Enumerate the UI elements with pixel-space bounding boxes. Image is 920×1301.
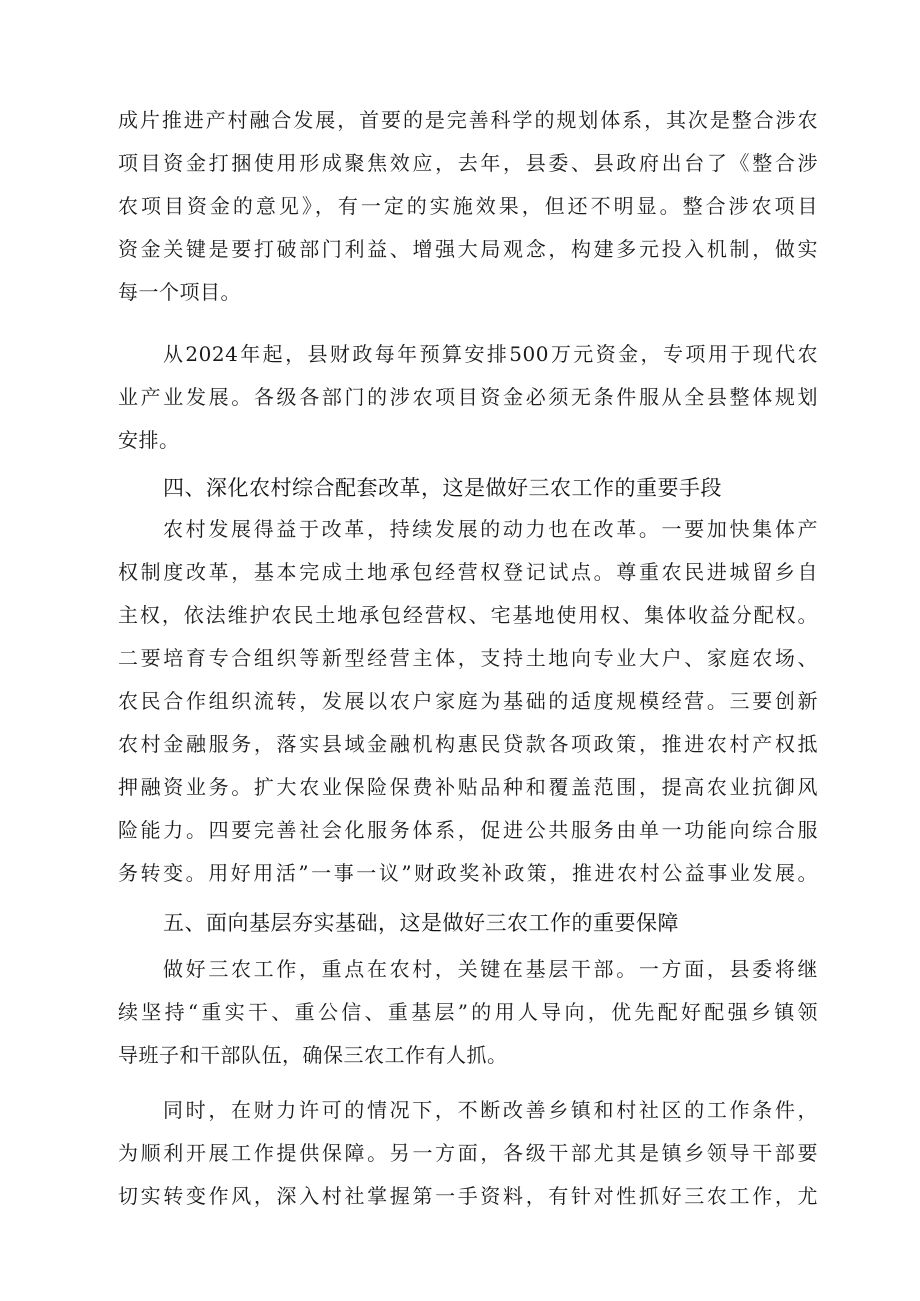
text-line: 做好三农工作，重点在农村，关键在基层干部。一方面，县委将继: [163, 957, 818, 981]
text-line: 为顺利开展工作提供保障。另一方面，各级干部尤其是镇乡领导干部要: [118, 1141, 818, 1165]
text-line: 农村发展得益于改革，持续发展的动力也在改革。一要加快集体产: [163, 517, 818, 541]
text-line: 资金关键是要打破部门利益、增强大局观念，构建多元投入机制，做实: [118, 237, 818, 261]
text-line: 续坚持“重实干、重公信、重基层”的用人导向，优先配好配强乡镇领: [118, 1000, 818, 1024]
text-line: 押融资业务。扩大农业保险保费补贴品种和覆盖范围，提高农业抗御风: [118, 775, 818, 799]
text-line: 二要培育专合组织等新型经营主体，支持土地向专业大户、家庭农场、: [118, 646, 818, 670]
text-line: 险能力。四要完善社会化服务体系，促进公共服务由单一功能向综合服: [118, 818, 818, 842]
text-line: 安排。: [118, 428, 180, 452]
section-heading: 五、面向基层夯实基础，这是做好三农工作的重要保障: [163, 911, 679, 935]
text-line: 农村金融服务，落实县域金融机构惠民贷款各项政策，推进农村产权抵: [118, 732, 818, 756]
text-line: 从2024年起，县财政每年预算安排500万元资金，专项用于现代农: [163, 342, 818, 366]
text-line: 项目资金打捆使用形成聚焦效应，去年，县委、县政府出台了《整合涉: [118, 151, 818, 175]
text-line: 农民合作组织流转，发展以农户家庭为基础的适度规模经营。三要创新: [118, 689, 818, 713]
text-line: 同时，在财力许可的情况下，不断改善乡镇和村社区的工作条件，: [163, 1098, 818, 1122]
text-line: 农项目资金的意见》，有一定的实施效果，但还不明显。整合涉农项目: [118, 194, 818, 218]
text-line: 成片推进产村融合发展，首要的是完善科学的规划体系，其次是整合涉农: [118, 108, 818, 132]
text-line: 切实转变作风，深入村社掌握第一手资料，有针对性抓好三农工作，尤: [118, 1184, 818, 1208]
text-line: 导班子和干部队伍，确保三农工作有人抓。: [118, 1043, 508, 1067]
text-line: 主权，依法维护农民土地承包经营权、宅基地使用权、集体收益分配权。: [118, 603, 818, 627]
text-line: 权制度改革，基本完成土地承包经营权登记试点。尊重农民进城留乡自: [118, 560, 818, 584]
section-heading: 四、深化农村综合配套改革，这是做好三农工作的重要手段: [163, 476, 722, 500]
text-line: 务转变。用好用活”一事一议”财政奖补政策，推进农村公益事业发展。: [118, 861, 818, 885]
text-line: 每一个项目。: [118, 280, 241, 304]
text-line: 业产业发展。各级各部门的涉农项目资金必须无条件服从全县整体规划: [118, 385, 818, 409]
